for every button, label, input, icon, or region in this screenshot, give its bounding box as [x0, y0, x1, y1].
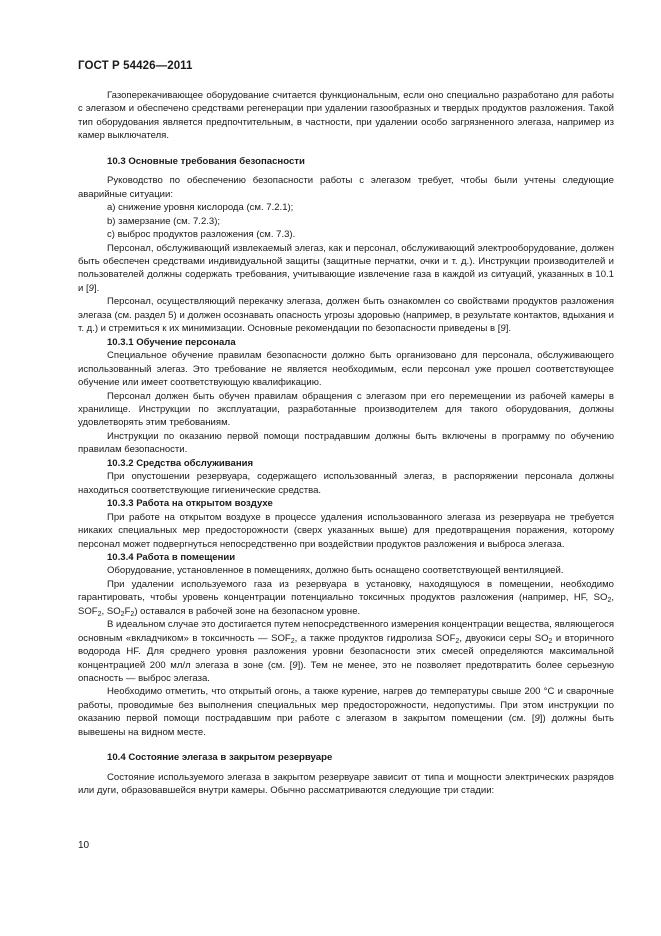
paragraph: [78, 618, 614, 685]
text-run: ) оставался в рабочей зоне на безопасном уровне.: [134, 605, 361, 617]
text-run: , двуокиси серы SO: [459, 632, 549, 644]
section-heading-10-4: 10.4 Состояние элегаза в закрытом резервуаре: [107, 752, 333, 764]
paragraph: Газоперекачивающее оборудование считается функциональным, если оно специально разработано для работы с элегазом и обеспечено средствами регенерации при удалении газообразных и твердых продуктов разложения. Такой тип оборудования является предпочтительным, в частности, при удалении особо загрязненного элегаза, например из камер выключателя.: [78, 90, 614, 142]
list-item: b) замерзание (см. 7.2.3);: [107, 215, 221, 227]
subscript: 2: [290, 637, 295, 645]
document-header: ГОСТ Р 54426—2011: [78, 60, 193, 72]
reference: 9: [88, 282, 94, 294]
paragraph: При опустошении резервуара, содержащего использованный элегаз, в распоряжении персонала должны находиться соответствующие гигиенические средства.: [78, 471, 614, 496]
subscript: 2: [97, 610, 102, 618]
text-run: и вторичного водорода HF. Для среднего уровня разложения уровни безопасности этих смесей определяются максимальной концентрацией 200 мл/л элегаза в зоне (см. [: [78, 632, 614, 671]
subscript: 2: [607, 597, 612, 605]
text-run: В идеальном случае это достигается путем непосредственного измерения концентрации вещества, являющегося основным «вкладчиком» в токсичность — SOF: [78, 619, 614, 644]
subscript: 2: [120, 610, 125, 618]
text-run: ].: [505, 323, 512, 335]
subscript: 2: [455, 637, 460, 645]
text-run: , SOF: [78, 592, 614, 617]
text-run: При удалении используемого газа из резервуара в установку, находящуюся в помещении, необходимо гарантировать, чтобы уровень концентрации потенциально токсичных продуктов разложения (например, HF, SO: [78, 578, 614, 604]
paragraph: Специальное обучение правилам безопасности должно быть организовано для персонала, обслуживающего использованный элегаз. Это требование не является необходимым, если персонал уже прошел соответствующее обучение или имеет соответствующую квалификацию.: [78, 350, 614, 389]
page-number: 10: [78, 840, 90, 851]
text-run: ]). Тем не менее, это не позволяет предотвратить более серьезную опасность — выброс элегаза.: [78, 659, 614, 685]
paragraph: Руководство по обеспечению безопасности работы с элегазом требует, чтобы были учтены следующие аварийные ситуации:: [78, 175, 614, 200]
text-run: Необходимо отметить, что открытый огонь, а также курение, нагрев до температуры свыше 200 °С и сварочные работы, проводимые без выполнения специальных мер предосторожности, недопустимы. При этом инструкции по оказанию первой помощи пострадавшим при работе с элегазом в закрытом помещении (см. [: [78, 686, 614, 725]
paragraph: Оборудование, установленное в помещениях, должно быть оснащено соответствующей вентиляцией.: [107, 565, 564, 577]
paragraph: Персонал должен быть обучен правилам обращения с элегазом при его перемещении из рабочей камеры в хранилище. Инструкции по эксплуатации, разработанные производителем для такого оборудования, должны удовлетворять этим требованиям.: [78, 390, 614, 429]
subsection-heading-10-3-3: 10.3.3 Работа на открытом воздухе: [107, 498, 273, 510]
paragraph: Состояние используемого элегаза в закрытом резервуаре зависит от типа и мощности электрических разрядов или дуги, образовавшейся внутри камеры. Обычно рассматриваются следующие три стадии:: [78, 771, 614, 797]
text-run: ]) должны быть вывешены на видном месте.: [78, 713, 614, 738]
list-item: а) снижение уровня кислорода (см. 7.2.1);: [107, 202, 294, 214]
subscript: 2: [548, 637, 553, 645]
paragraph: Инструкции по оказанию первой помощи пострадавшим должны быть включены в программу по обучению правилам безопасности.: [78, 430, 614, 456]
text-run: , а также продуктов гидролиза SOF: [294, 632, 456, 644]
paragraph: [78, 242, 614, 296]
paragraph: [78, 685, 614, 739]
reference: 9: [534, 713, 540, 725]
paragraph: При работе на открытом воздухе в процессе удаления использованного элегаза из резервуара не требуется никаких специальных мер предосторожности (сверх указанных выше) для предотвращения поражения, которому персонал может подвергнуться непосредственно при воздействии продуктов разложения и выброса элегаза.: [78, 511, 614, 550]
text-run: ].: [93, 282, 100, 294]
reference: 9: [292, 659, 298, 671]
subscript: 2: [130, 610, 135, 618]
section-heading-10-3: 10.3 Основные требования безопасности: [107, 155, 305, 167]
list-item: с) выброс продуктов разложения (см. 7.3).: [107, 229, 296, 241]
paragraph: [78, 578, 614, 618]
text-run: F: [124, 605, 131, 617]
text-run: Персонал, осуществляющий перекачку элегаза, должен быть ознакомлен со свойствами продуктов разложения элегаза (см. раздел 5) и должен осознавать опасность угрозы здоровью (например, в результате контактов, вдыхания и т. д.) и стремиться к их минимизации. Основные рекомендации по безопасности приведены в [: [78, 296, 614, 335]
text-run: Персонал, обслуживающий извлекаемый элегаз, как и персонал, обслуживающий электрооборудование, должен быть обеспечен средствами индивидуальной защиты (защитные перчатки, очки и т. д.). Инструкции производителей и пользователей должны содержать требования, учитывающие извлечение газа в каждой из ситуаций, указанных в 10.1 и [: [78, 242, 614, 294]
subsection-heading-10-3-4: 10.3.4 Работа в помещении: [107, 551, 236, 563]
reference: 9: [500, 323, 506, 335]
paragraph: [78, 295, 614, 335]
subsection-heading-10-3-2: 10.3.2 Средства обслуживания: [107, 457, 254, 469]
document-body: [78, 89, 614, 798]
subsection-heading-10-3-1: 10.3.1 Обучение персонала: [107, 336, 236, 348]
text-run: , SO: [101, 605, 121, 617]
